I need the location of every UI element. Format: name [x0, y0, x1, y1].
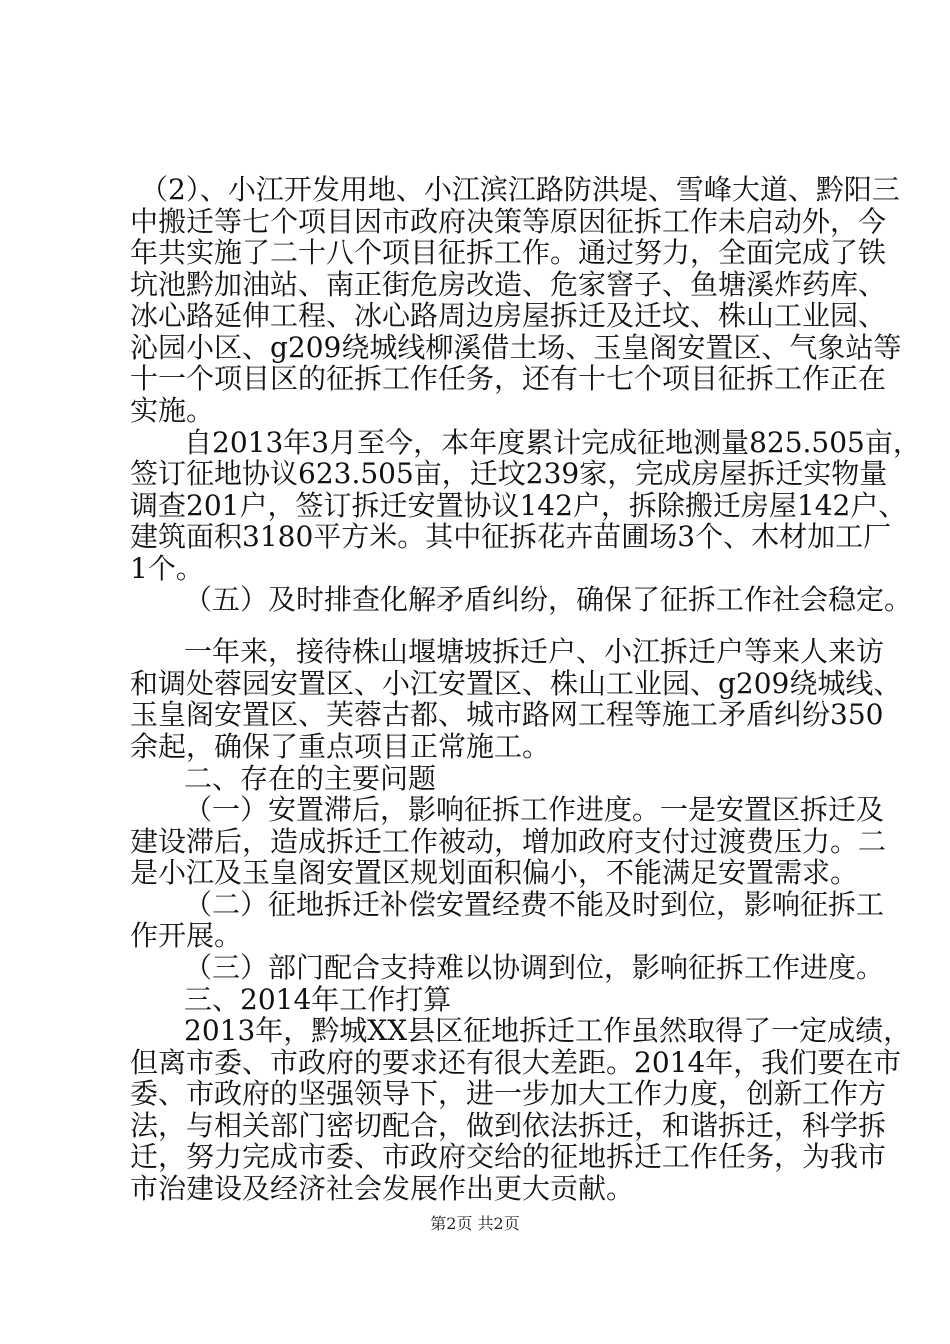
text-line: 十一个项目区的征拆工作任务，还有十七个项目征拆工作正在	[130, 362, 887, 395]
section-heading: 三、2014年工作打算	[184, 983, 452, 1016]
text-line: 1个。	[130, 552, 204, 585]
text-line: 坑池黔加油站、南正街危房改造、危家窨子、鱼塘溪炸药库、	[130, 268, 887, 301]
text-line: （三）部门配合支持难以协调到位，影响征拆工作进度。	[184, 951, 885, 984]
text-line: 实施。	[130, 394, 215, 427]
text-line: （一）安置滞后，影响征拆工作进度。一是安置区拆迁及	[184, 793, 885, 826]
text-line: 调查201户，签订拆迁安置协议142户，拆除搬迁房屋142户、	[130, 489, 907, 522]
text-line: 2013年，黔城XX县区征地拆迁工作虽然取得了一定成绩，	[184, 1014, 912, 1047]
text-line: 一年来，接待株山堰塘坡拆迁户、小江拆迁户等来人来访	[184, 635, 885, 668]
text-line: 玉皇阁安置区、芙蓉古都、城市路网工程等施工矛盾纠纷350	[130, 698, 884, 731]
text-line: 冰心路延伸工程、冰心路周边房屋拆迁及迁坟、株山工业园、	[130, 299, 887, 332]
section-heading: （五）及时排查化解矛盾纠纷，确保了征拆工作社会稳定。	[184, 583, 913, 616]
text-line: 中搬迁等七个项目因市政府决策等原因征拆工作未启动外，今	[130, 205, 887, 238]
text-line: 自2013年3月至今，本年度累计完成征地测量825.505亩，	[184, 426, 921, 459]
text-line: 沁园小区、g209绕城线柳溪借土场、玉皇阁安置区、气象站等	[130, 331, 902, 364]
text-line: 迁，努力完成市委、市政府交给的征地拆迁工作任务，为我市	[130, 1140, 887, 1173]
page-footer: 第2页 共2页	[430, 1214, 520, 1233]
text-line: 和调处蓉园安置区、小江安置区、株山工业园、g209绕城线、	[130, 667, 902, 700]
text-line: 年共实施了二十八个项目征拆工作。通过努力，全面完成了铁	[130, 236, 887, 269]
text-line: 建筑面积3180平方米。其中征拆花卉苗圃场3个、木材加工厂	[130, 520, 892, 553]
text-line: 但离市委、市政府的要求还有很大差距。2014年，我们要在市	[130, 1046, 902, 1079]
text-line: 法，与相关部门密切配合，做到依法拆迁，和谐拆迁，科学拆	[130, 1109, 887, 1142]
section-heading: 二、存在的主要问题	[184, 762, 437, 795]
text-line: 市治建设及经济社会发展作出更大贡献。	[130, 1172, 635, 1205]
text-line: 建设滞后，造成拆迁工作被动，增加政府支付过渡费压力。二	[130, 825, 887, 858]
text-line: （2）、小江开发用地、小江滨江路防洪堤、雪峰大道、黔阳三	[140, 173, 900, 206]
text-line: （二）征地拆迁补偿安置经费不能及时到位，影响征拆工	[184, 888, 885, 921]
text-line: 是小江及玉皇阁安置区规划面积偏小，不能满足安置需求。	[130, 856, 859, 889]
text-line: 委、市政府的坚强领导下，进一步加大工作力度，创新工作方	[130, 1077, 887, 1110]
text-line: 签订征地协议623.505亩，迁坟239家，完成房屋拆迁实物量	[130, 457, 888, 490]
text-line: 作开展。	[130, 919, 243, 952]
text-line: 余起，确保了重点项目正常施工。	[130, 730, 551, 763]
